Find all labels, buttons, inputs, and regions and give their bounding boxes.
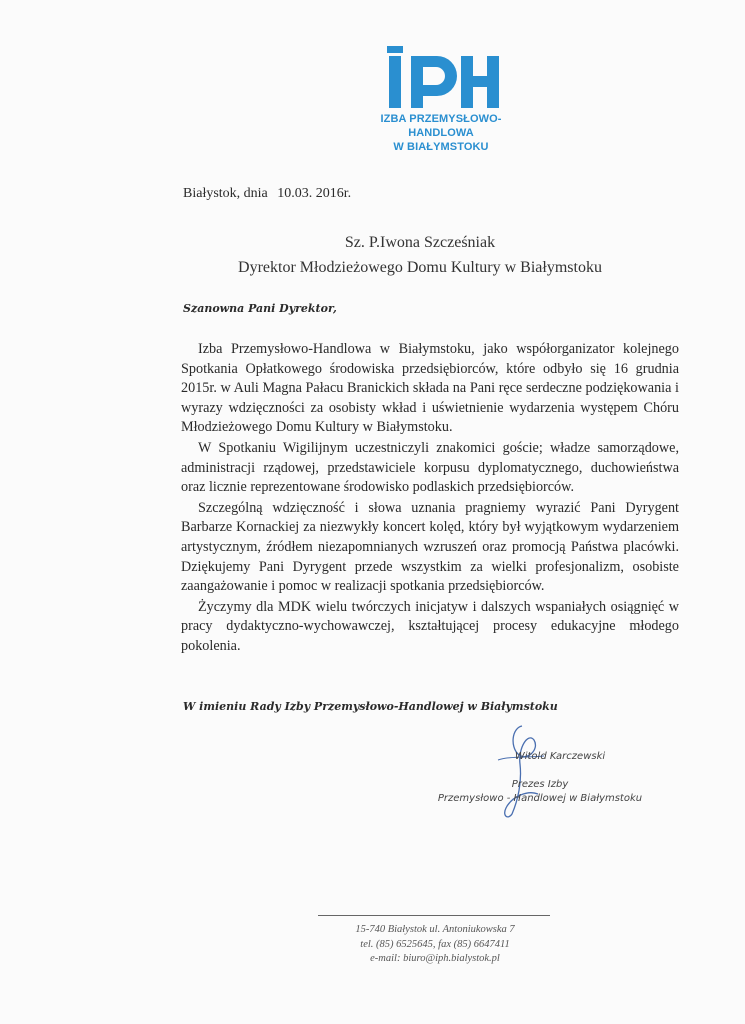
footer-contact [300,923,570,967]
date-value: 10.03. 2016r. [277,186,352,201]
paragraph-1: Izba Przemysłowo-Handlowa w Białymstoku, jako współorganizator kolejnego Spotkania Opłatkowego środowiska przedsiębiorców, które odbyło się 16 grudnia 2015r. w Auli Magna Pałacu Branickich składa na Pani ręce serdeczne podziękowania i wyrazy wdzięczności za osobisty wkład i uświetnienie wydarzenia występem Chóru Młodzieżowego Domu Kultury w Białymstoku. [181,341,679,436]
iph-logo-mark-icon [379,42,503,112]
date-line [183,186,351,202]
footer-address: 15-740 Białystok ul. Antoniukowska 7 [355,924,515,935]
signatory-name: Witold Karczewski [514,751,606,762]
paragraph-2: W Spotkaniu Wigilijnym uczestniczyli znakomici goście; władze samorządowe, administracji rządowej, przedstawiciele korpusu dyplomatycznego, duchowieństwa oraz licznie reprezentowane środowisko podlaskich przedsiębiorców. [181,439,679,496]
footer-divider [318,915,550,916]
date-place: Białystok, dnia [183,186,268,201]
salutation: Szanowna Pani Dyrektor, [183,302,337,315]
paragraph-3: Szczególną wdzięczność i słowa uznania pragniemy wyrazić Pani Dyrygent Barbarze Kornackiej za niezwykły koncert kolęd, który był wyjątkowym wydarzeniem artystycznym, źródłem niezapomnianych wzruszeń oraz promocją Państwa placówki. Dziękujemy Pani Dyrygent przede wszystkim za wielki profesjonalizm, osobiste zaangażowanie i pomoc w realizacji spotkania przedsiębiorców. [181,499,679,595]
footer-phone: tel. (85) 6525645, fax (85) 6647411 [360,938,510,950]
letter-body [181,340,679,658]
signatory-block [420,750,660,806]
logo-line-1: IZBA PRZEMYSŁOWO-HANDLOWA [380,113,502,139]
signatory-title-1: Prezes Izby [511,779,569,790]
letterhead-logo [352,42,530,154]
paragraph-4: Życzymy dla MDK wielu twórczych inicjatyw i dalszych wspaniałych osiągnięć w pracy dydaktyczno-wychowawczej, kształtującej procesy edukacyjne młodego pokolenia. [181,598,679,654]
signatory-title-2: Przemysłowo - Handlowej w Białymstoku [437,793,643,804]
recipient-title: Dyrektor Młodzieżowego Domu Kultury w Białymstoku [238,259,602,276]
logo-line-2: W BIAŁYMSTOKU [393,141,489,153]
closing-line: W imieniu Rady Izby Przemysłowo-Handlowej w Białymstoku [183,700,558,713]
footer-email: e-mail: biuro@iph.bialystok.pl [370,953,500,964]
recipient-block [170,230,670,280]
recipient-name: Sz. P.Iwona Szcześniak [344,234,496,251]
